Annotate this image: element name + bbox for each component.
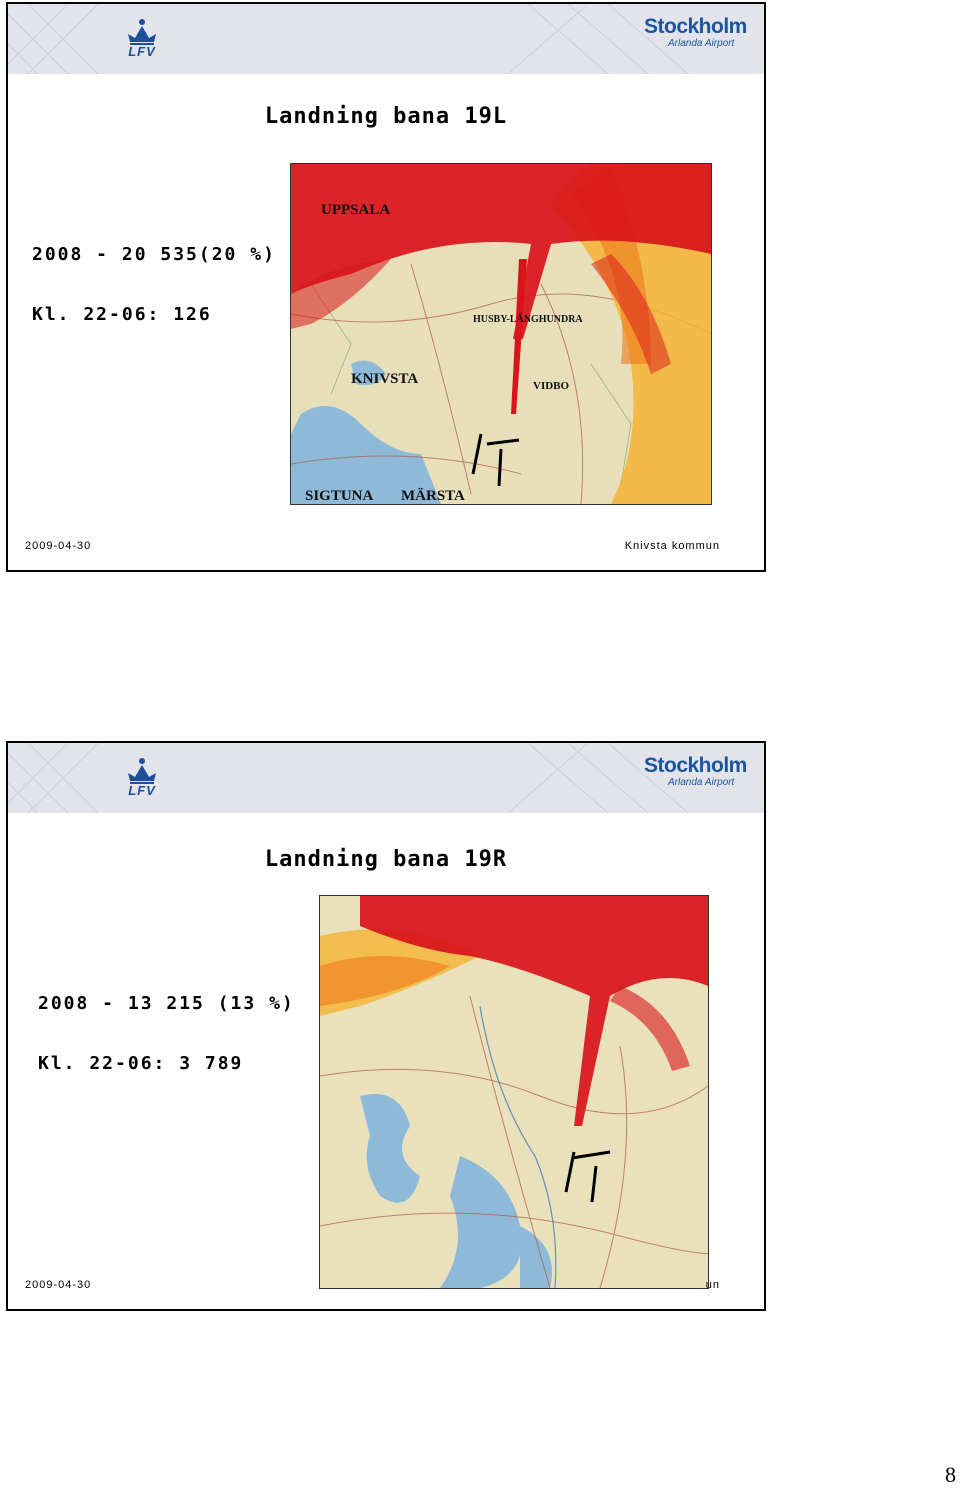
brand-name: Stockholm [644, 754, 747, 777]
map-label-uppsala: UPPSALA [321, 202, 391, 218]
brand-subtitle: Arlanda Airport [668, 777, 735, 788]
map-label-husby-langhundra: HUSBY-LÅNGHUNDRA [473, 314, 583, 325]
map-label-sigtuna: SIGTUNA [305, 488, 374, 504]
footer-date: 2009-04-30 [25, 1279, 92, 1291]
slide-header-banner [8, 743, 764, 813]
stat-year-2008: 2008 - 13 215 (13 %) [38, 993, 295, 1014]
stockholm-arlanda-logo [644, 755, 762, 789]
footer-organization-partial: un [705, 1279, 720, 1291]
slide-title: Landning bana 19L [264, 104, 508, 129]
stat-night-hours: Kl. 22-06: 126 [32, 304, 212, 325]
map-label-knivsta: KNIVSTA [351, 371, 419, 387]
footer-date: 2009-04-30 [25, 540, 92, 552]
slide-19r [6, 741, 766, 1311]
slide-header-banner [8, 4, 764, 74]
lfv-logo [116, 16, 168, 64]
lfv-logo [116, 755, 168, 803]
lfv-logo-text: LFV [128, 44, 156, 59]
flight-track-map [319, 895, 709, 1289]
brand-name: Stockholm [644, 15, 747, 38]
map-label-marsta: MÄRSTA [401, 488, 465, 504]
page-number: 8 [945, 1462, 956, 1487]
slide-19l [6, 2, 766, 572]
brand-subtitle: Arlanda Airport [668, 38, 735, 49]
footer-organization: Knivsta kommun [624, 540, 720, 552]
stat-year-2008: 2008 - 20 535(20 %) [32, 244, 276, 265]
crown-icon [116, 16, 168, 46]
stat-night-hours: Kl. 22-06: 3 789 [38, 1053, 244, 1074]
slide-title: Landning bana 19R [264, 847, 508, 872]
flight-track-map [290, 163, 712, 505]
map-graphic [320, 896, 708, 1288]
lfv-logo-text: LFV [128, 783, 156, 798]
crown-icon [116, 755, 168, 785]
stockholm-arlanda-logo [644, 16, 762, 50]
map-label-vidbo: VIDBO [533, 380, 570, 392]
